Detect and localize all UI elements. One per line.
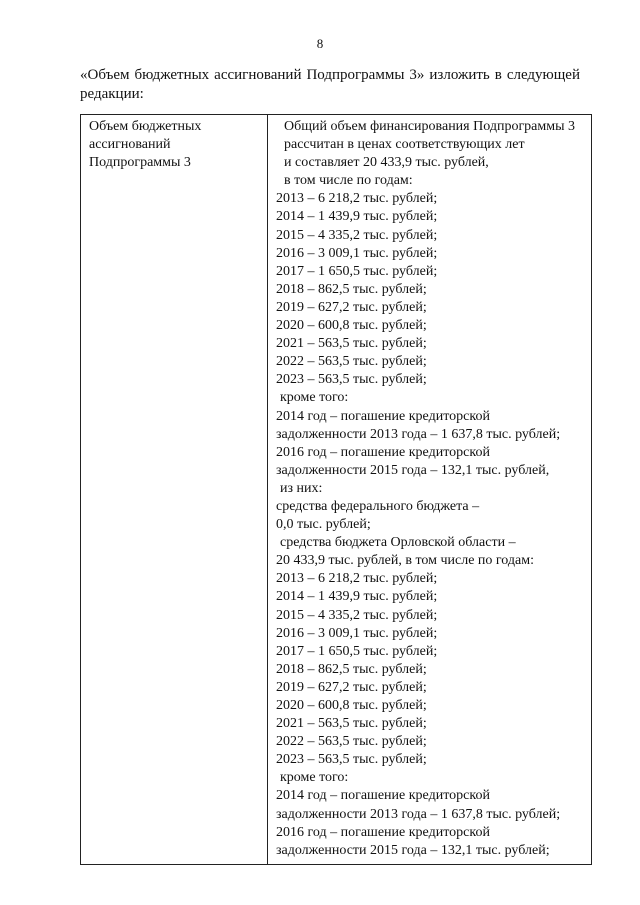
value-line: средства федерального бюджета – <box>276 498 480 514</box>
label-line: Объем бюджетных <box>89 119 202 134</box>
value-line: 2016 – 3 009,1 тыс. рублей; <box>276 625 438 641</box>
value-line: 2016 год – погашение кредиторской <box>276 824 490 840</box>
value-line: 20 433,9 тыс. рублей, в том числе по годам: <box>276 553 534 569</box>
label-line: Подпрограммы 3 <box>89 155 191 171</box>
value-line: 2017 – 1 650,5 тыс. рублей; <box>276 263 438 279</box>
value-line: 2016 – 3 009,1 тыс. рублей; <box>276 245 438 261</box>
intro-paragraph-line1: «Объем бюджетных ассигнований Подпрограммы 3» изложить в следующей <box>80 67 580 83</box>
label-line: ассигнований <box>89 137 171 153</box>
value-line: 2014 год – погашение кредиторской <box>276 408 490 424</box>
page-number: 8 <box>316 36 324 51</box>
value-line: 2022 – 563,5 тыс. рублей; <box>276 354 427 370</box>
intro-paragraph-line2: редакции: <box>80 86 144 102</box>
value-line: 2018 – 862,5 тыс. рублей; <box>276 281 427 297</box>
value-line: 2014 год – погашение кредиторской <box>276 788 490 804</box>
value-line: кроме того: <box>280 390 349 406</box>
value-line: 2020 – 600,8 тыс. рублей; <box>276 698 427 713</box>
value-line: 2019 – 627,2 тыс. рублей; <box>276 299 427 315</box>
value-line: 2022 – 563,5 тыс. рублей; <box>276 734 427 750</box>
value-line: в том числе по годам: <box>284 173 413 189</box>
table-row <box>81 115 592 865</box>
value-line: средства бюджета Орловской области – <box>280 535 516 551</box>
value-line: задолженности 2015 года – 132,1 тыс. рублей, <box>276 462 550 478</box>
budget-table <box>80 114 592 865</box>
value-line: Общий объем финансирования Подпрограммы 3 <box>284 119 576 134</box>
value-line: задолженности 2013 года – 1 637,8 тыс. рублей; <box>276 426 561 442</box>
value-line: 2023 – 563,5 тыс. рублей; <box>276 372 427 388</box>
value-line: 2014 – 1 439,9 тыс. рублей; <box>276 209 438 225</box>
value-line: 2021 – 563,5 тыс. рублей; <box>276 716 427 732</box>
value-line: 2014 – 1 439,9 тыс. рублей; <box>276 589 438 605</box>
value-line: 0,0 тыс. рублей; <box>276 517 371 533</box>
value-cell <box>268 115 592 865</box>
value-line: и составляет 20 433,9 тыс. рублей, <box>284 155 489 171</box>
value-line: 2020 – 600,8 тыс. рублей; <box>276 318 427 334</box>
value-line: 2015 – 4 335,2 тыс. рублей; <box>276 227 438 243</box>
label-cell <box>81 115 268 865</box>
value-line: рассчитан в ценах соответствующих лет <box>284 137 525 153</box>
value-line: задолженности 2013 года – 1 637,8 тыс. рублей; <box>276 806 561 822</box>
value-line: из них: <box>280 480 323 496</box>
value-line: 2023 – 563,5 тыс. рублей; <box>276 752 427 768</box>
value-line: 2021 – 563,5 тыс. рублей; <box>276 336 427 352</box>
value-line: 2016 год – погашение кредиторской <box>276 444 490 460</box>
value-line: 2017 – 1 650,5 тыс. рублей; <box>276 643 438 659</box>
value-line: кроме того: <box>280 770 349 786</box>
value-line: 2018 – 862,5 тыс. рублей; <box>276 661 427 677</box>
value-line: 2013 – 6 218,2 тыс. рублей; <box>276 571 438 587</box>
value-line: 2015 – 4 335,2 тыс. рублей; <box>276 607 438 623</box>
value-line: 2013 – 6 218,2 тыс. рублей; <box>276 191 438 207</box>
value-line: 2019 – 627,2 тыс. рублей; <box>276 679 427 695</box>
value-line: задолженности 2015 года – 132,1 тыс. рублей; <box>276 842 550 858</box>
